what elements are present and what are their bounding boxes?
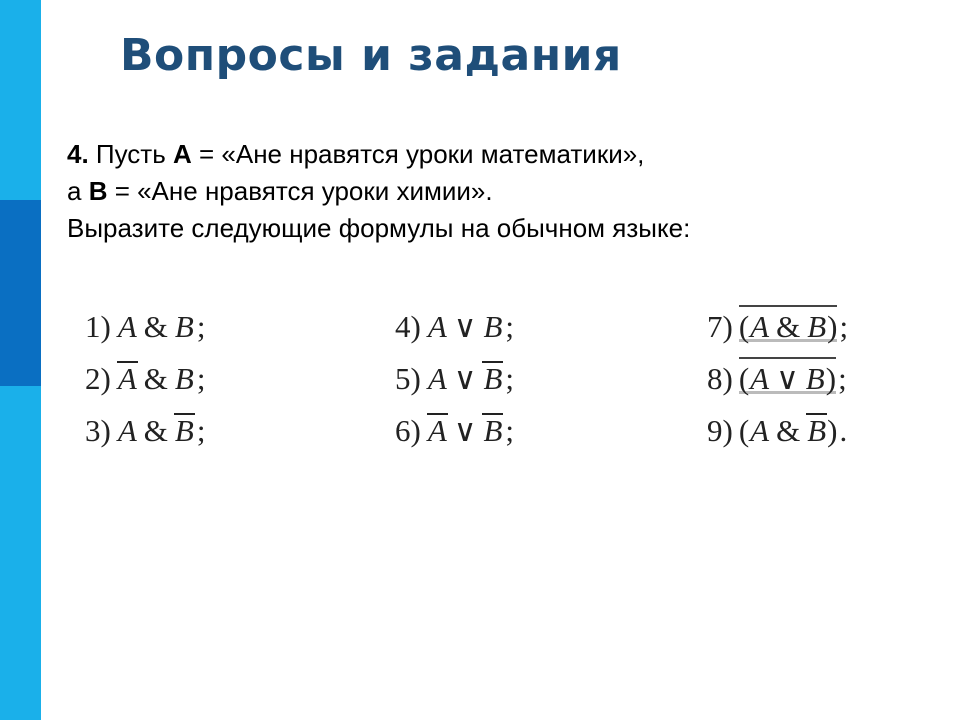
formula-3 [85,400,205,452]
formula-number: 4) [395,309,421,344]
formula-number: 1) [85,309,111,344]
terminator: ; [196,361,206,396]
var-b-negated: B [807,413,827,448]
formula-number: 8) [707,361,733,396]
left-paren: ( [738,309,750,344]
var-b-negated: B [483,413,503,448]
var-a: A [750,361,770,396]
task-line-1-text-b: = «Ане нравятся уроки математики», [191,139,645,169]
left-paren: ( [738,413,750,448]
task-line-2-text-b: = «Ане нравятся уроки химии». [107,176,493,206]
var-a: A [117,309,137,344]
negated-group [739,357,836,394]
formula-number: 6) [395,413,421,448]
terminator: ; [196,309,206,344]
or-operator: ∨ [453,361,477,396]
formula-number: 5) [395,361,421,396]
var-a: A [427,361,447,396]
variable-a: A [172,139,192,169]
formula-6 [395,400,514,452]
var-b-negated: B [174,413,194,448]
right-paren: ) [827,309,838,344]
or-operator: ∨ [776,361,799,396]
formula-5 [395,348,514,400]
var-a-negated: A [427,413,447,448]
task-line-2-text-a: а [67,176,89,206]
terminator: ; [838,361,847,396]
var-b: B [174,361,194,396]
var-b-negated: B [483,361,503,396]
formula-1 [85,296,205,348]
formula-number: 2) [85,361,111,396]
and-operator: & [776,413,801,448]
var-a: A [750,309,770,344]
right-paren: ) [825,361,837,396]
task-line-1-text-a: Пусть [88,139,173,169]
terminator: ; [505,361,515,396]
terminator: ; [505,309,515,344]
formula-number: 9) [707,413,733,448]
or-operator: ∨ [453,413,477,448]
or-operator: ∨ [453,309,477,344]
var-a-negated: A [117,361,137,396]
slide-title: Вопросы и задания [120,30,622,81]
task-line-1 [67,136,690,173]
task-line-3: Выразите следующие формулы на обычном языке: [67,213,691,243]
side-bar-accent [0,200,41,386]
and-operator: & [143,309,168,344]
formula-number: 3) [85,413,111,448]
formula-grid [85,296,905,456]
formula-number: 7) [707,309,733,344]
terminator: . [839,413,848,448]
terminator: ; [196,413,206,448]
formula-4 [395,296,514,348]
var-b: B [174,309,194,344]
var-b: B [807,309,827,344]
var-b: B [805,361,825,396]
terminator: ; [505,413,515,448]
right-paren: ) [827,413,838,448]
left-paren: ( [738,361,750,396]
formula-2 [85,348,205,400]
var-a: A [427,309,447,344]
and-operator: & [143,361,168,396]
var-a: A [117,413,137,448]
negated-group [739,305,838,342]
task-text [67,136,690,247]
and-operator: & [143,413,168,448]
formula-7 [707,296,848,348]
and-operator: & [776,309,801,344]
terminator: ; [839,309,849,344]
formula-8 [707,348,847,400]
var-a: A [750,413,770,448]
task-number: 4. [67,139,89,169]
task-line-2 [67,173,690,210]
var-b: B [483,309,503,344]
formula-9 [707,400,847,452]
variable-b: B [88,176,108,206]
